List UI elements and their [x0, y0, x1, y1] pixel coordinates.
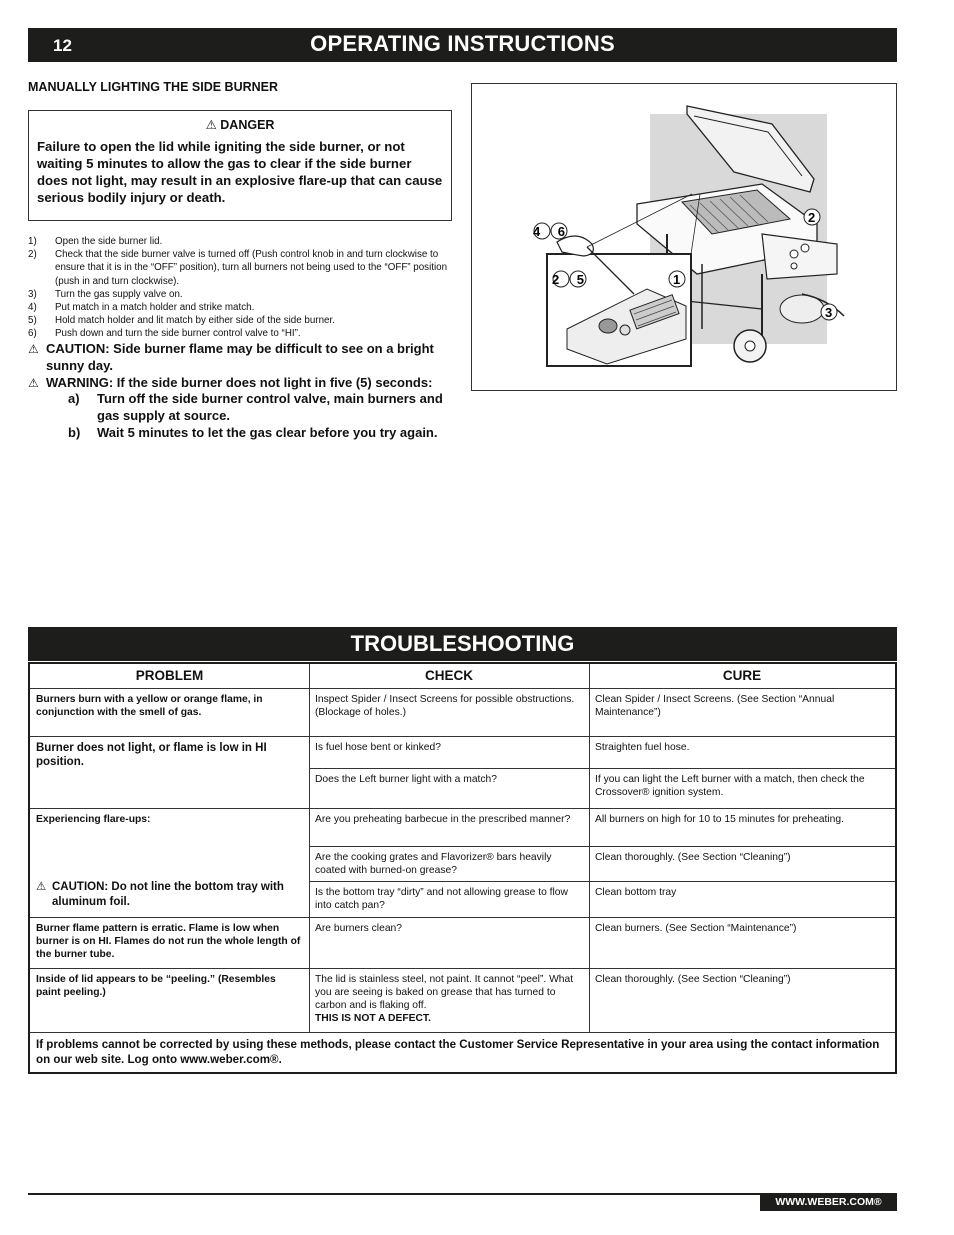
row-divider: [309, 881, 895, 882]
check-cell: Is fuel hose bent or kinked?: [315, 742, 441, 753]
cure-cell: Clean bottom tray: [595, 887, 677, 898]
callout-2-5: 2 5: [552, 272, 584, 287]
cure-cell: If you can light the Left burner with a match, then check the Crossover® ignition system.: [595, 774, 865, 798]
sub-step: b) Wait 5 minutes to let the gas clear before you try again.: [68, 424, 438, 440]
warning-note: ⚠ WARNING: If the side burner does not light in five (5) seconds:: [28, 374, 433, 390]
callout-3: 3: [825, 305, 833, 320]
callout-4-6: 4 6: [533, 224, 565, 239]
table-footer-note: If problems cannot be corrected by using these methods, please contact the Customer Service Representative in your area using the contact information on our web site. Log onto www.weber.com®.: [36, 1038, 880, 1066]
check-cell: Are the cooking grates and Flavorizer® bars heavily coated with burned-on grease?: [315, 852, 552, 876]
grill-drawing: [472, 84, 896, 390]
row-divider: [30, 917, 895, 918]
problem-cell: Experiencing flare-ups:: [36, 814, 151, 825]
warning-triangle-icon: ⚠: [28, 375, 39, 390]
step-item: 2) Check that the side burner valve is turned off (Push control knob in and turn clockwise to ensure that it is in the “OFF” position), turn all burners not being used to the “OFF” position (push in and turn clockwise).: [28, 249, 448, 287]
page-number: 12: [53, 36, 72, 55]
warning-triangle-icon: ⚠: [28, 342, 39, 356]
row-divider: [30, 736, 895, 737]
danger-text: Failure to open the lid while igniting the side burner, or not waiting 5 minutes to allow the gas to clear if the side burner does not light, may result in an explosive flare-up that can cause serious bodily injury or death.: [37, 139, 443, 205]
header-bar: [28, 28, 897, 62]
check-cell: Does the Left burner light with a match?: [315, 774, 498, 785]
row-divider: [30, 968, 895, 969]
col-header-check: CHECK: [424, 668, 473, 683]
section-heading: MANUALLY LIGHTING THE SIDE BURNER: [28, 80, 279, 94]
check-cell: Are you preheating barbecue in the prescribed manner?: [315, 814, 571, 825]
problem-cell: Burner flame pattern is erratic. Flame is low when burner is on HI. Flames do not run the whole length of the burner tube.: [36, 923, 301, 960]
warning-triangle-icon: ⚠: [36, 881, 47, 893]
step-item: 4) Put match in a match holder and strike match.: [28, 302, 255, 314]
cure-cell: Clean Spider / Insect Screens. (See Section “Annual Maintenance”): [595, 694, 835, 718]
warning-triangle-icon: ⚠: [205, 118, 217, 132]
row-divider: [30, 688, 895, 689]
cure-cell: Clean burners. (See Section “Maintenance”): [595, 923, 797, 934]
problem-cell: Inside of lid appears to be “peeling.” (Resembles paint peeling.): [36, 974, 276, 998]
step-item: 3) Turn the gas supply valve on.: [28, 288, 183, 300]
col-divider: [589, 664, 590, 1032]
step-item: 1) Open the side burner lid.: [28, 236, 163, 247]
step-item: 6) Push down and turn the side burner control valve to “HI”.: [28, 328, 301, 340]
troubleshooting-table: [28, 662, 897, 1074]
problem-cell: Burner does not light, or flame is low in HI position.: [36, 742, 267, 768]
cure-cell: Clean thoroughly. (See Section “Cleaning”): [595, 852, 791, 863]
col-header-problem: PROBLEM: [135, 668, 204, 683]
step-item: 5) Hold match holder and lit match by either side of the side burner.: [28, 315, 335, 327]
problem-cell: Burners burn with a yellow or orange flame, in conjunction with the smell of gas.: [36, 694, 263, 718]
col-header-cure: CURE: [722, 668, 762, 683]
footer-url: WWW.WEBER.COM®: [760, 1194, 897, 1211]
callout-2: 2: [808, 210, 816, 225]
danger-box: [28, 110, 452, 221]
cure-cell: Straighten fuel hose.: [595, 742, 690, 753]
row-divider: [309, 768, 895, 769]
callout-1: 1: [673, 272, 681, 287]
danger-title: ⚠ DANGER: [205, 118, 275, 132]
page-title: OPERATING INSTRUCTIONS: [310, 31, 615, 56]
check-cell: Is the bottom tray “dirty” and not allowing grease to flow into catch pan?: [315, 887, 568, 911]
cure-cell: Clean thoroughly. (See Section “Cleaning”): [595, 974, 791, 985]
check-cell: Inspect Spider / Insect Screens for possible obstructions. (Blockage of holes.): [315, 694, 575, 718]
caution-note: ⚠ CAUTION: Side burner flame may be difficult to see on a bright sunny day.: [28, 341, 434, 373]
col-divider: [309, 664, 310, 1032]
grill-illustration: [471, 83, 897, 391]
row-divider: [30, 1032, 895, 1033]
cure-cell: All burners on high for 10 to 15 minutes for preheating.: [595, 814, 844, 825]
troubleshooting-title: TROUBLESHOOTING: [28, 627, 897, 661]
steps-list: [28, 235, 454, 341]
row-divider: [30, 808, 895, 809]
sub-step: a) Turn off the side burner control valve, main burners and gas supply at source.: [68, 391, 443, 424]
check-cell: The lid is stainless steel, not paint. It cannot “peel”. What you are seeing is baked on grease that has turned to carbon and is flaking off. THIS IS NOT A DEFECT.: [315, 974, 574, 1024]
row-divider: [309, 846, 895, 847]
problem-caution: ⚠ CAUTION: Do not line the bottom tray with aluminum foil.: [36, 881, 284, 908]
notes: [28, 341, 454, 442]
check-cell: Are burners clean?: [315, 923, 403, 934]
